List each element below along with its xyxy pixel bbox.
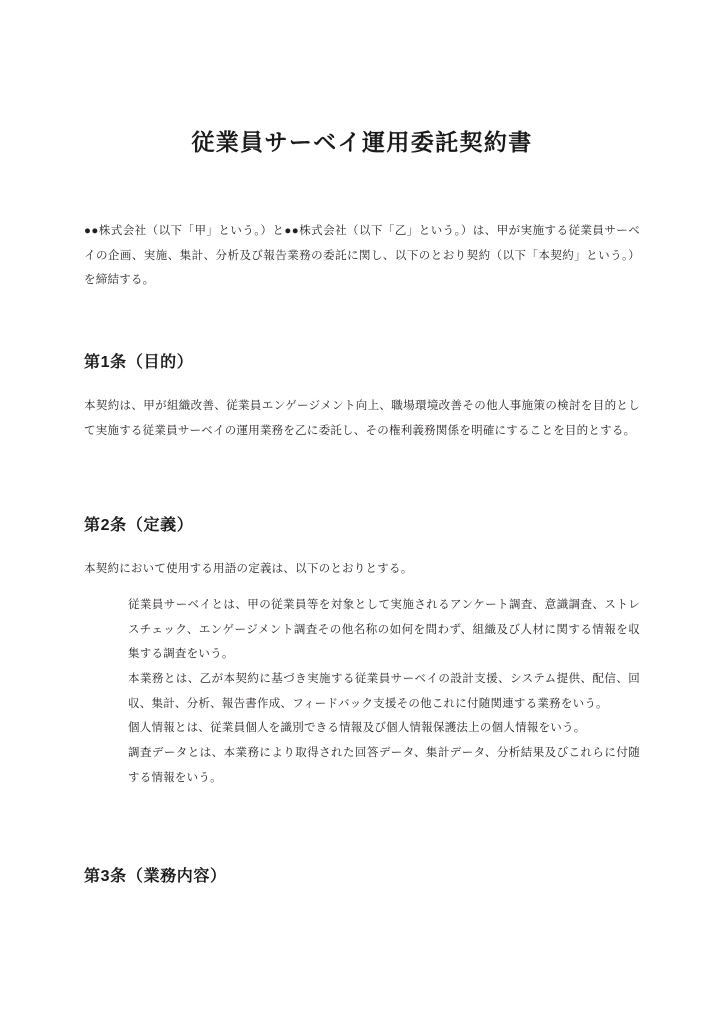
article-3 <box>84 863 640 886</box>
list-item: 従業員サーベイとは、甲の従業員等を対象として実施されるアンケート調査、意識調査、ストレスチェック、エンゲージメント調査その他名称の如何を問わず、組織及び人材に関する情報を収集する調査をいう。 <box>128 598 640 661</box>
article-2 <box>84 512 640 791</box>
preamble-paragraph: ●●株式会社（以下「甲」という。）と●●株式会社（以下「乙」という。）は、甲が実施する従業員サーベイの企画、実施、集計、分析及び報告業務の委託に関し、以下のとおり契約（以下「本契約」という。）を締結する。 <box>84 225 640 287</box>
article-3-heading: 第3条（業務内容） <box>84 867 227 885</box>
article-1 <box>84 349 640 443</box>
article-2-heading: 第2条（定義） <box>84 516 194 534</box>
list-item: 個人情報とは、従業員個人を識別できる情報及び個人情報保護法上の個人情報をいう。 <box>128 722 586 735</box>
article-1-heading: 第1条（目的） <box>84 354 194 372</box>
list-item: 調査データとは、本業務により取得された回答データ、集計データ、分析結果及びこれらに付随する情報をいう。 <box>128 747 640 784</box>
article-1-body: 本契約は、甲が組織改善、従業員エンゲージメント向上、職場環境改善その他人事施策の検討を目的として実施する従業員サーベイの運用業務を乙に委託し、その権利義務関係を明確にすることを目的とする。 <box>84 400 640 437</box>
list-item: 本業務とは、乙が本契約に基づき実施する従業員サーベイの設計支援、システム提供、配信、回収、集計、分析、報告書作成、フィードバック支援その他これに付随関連する業務をいう。 <box>128 672 640 710</box>
page-title: 従業員サーベイ運用委託契約書 <box>191 129 533 155</box>
article-2-lead: 本契約において使用する用語の定義は、以下のとおりとする。 <box>84 562 413 575</box>
definition-list <box>84 593 640 791</box>
